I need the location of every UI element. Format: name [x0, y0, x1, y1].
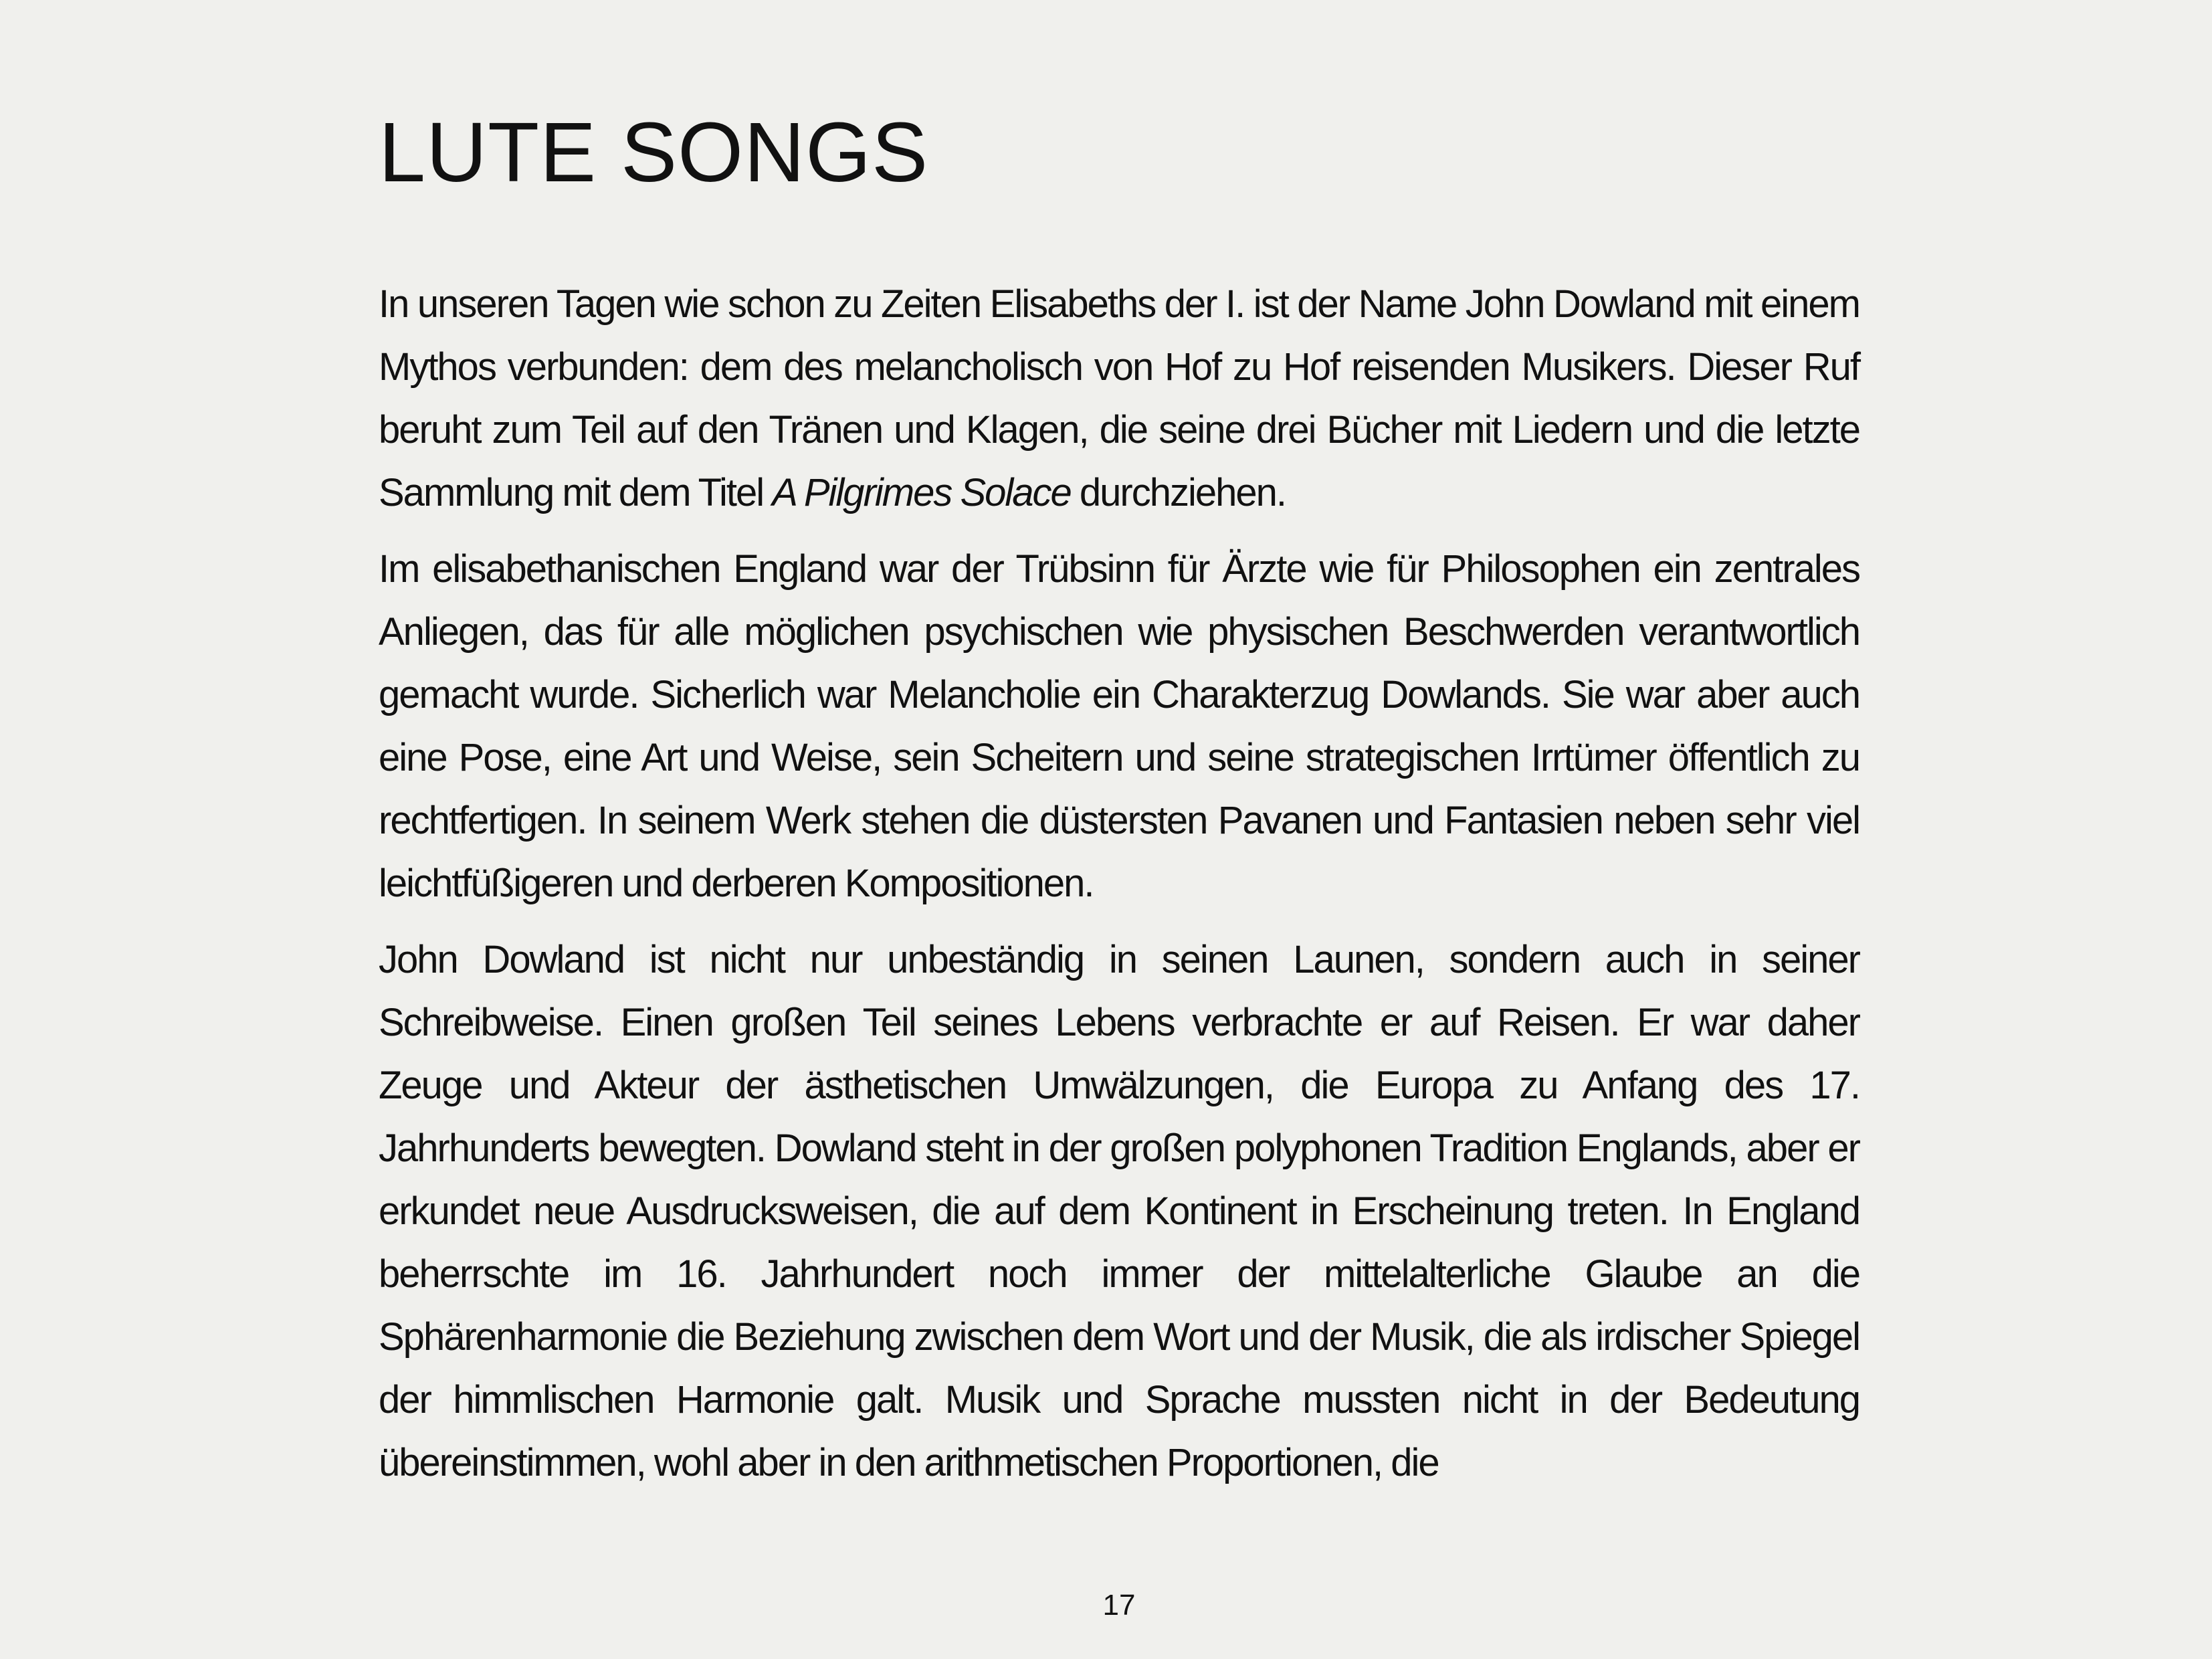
paragraph-1-text: In unseren Tagen wie schon zu Zeiten Elisabeths der I. ist der Name John Dowland mit einem Mythos verbunden: dem des melancholisch von Hof zu Hof reisenden Musikers. Dieser Ruf beruht zum Teil auf den Tränen und Klagen, die seine drei Bücher mit Liedern und die letzte Sammlung mit dem Titel	[379, 282, 1859, 514]
paragraph-1-text-end: durchziehen.	[1070, 471, 1286, 514]
paragraph-1-italic-title: A Pilgrimes Solace	[772, 471, 1071, 514]
page-number: 17	[1102, 1589, 1136, 1622]
paragraph-2: Im elisabethanischen England war der Trübsinn für Ärzte wie für Philosophen ein zentrales Anliegen, das für alle möglichen psychischen wie physischen Beschwerden verantwortlich gemacht wurde. Sicherlich war Melancholie ein Charakterzug Dowlands. Sie war aber auch eine Pose, eine Art und Weise, sein Scheitern und seine strategischen Irrtümer öffentlich zu rechtfertigen. In seinem Werk stehen die düstersten Pavanen und Fantasien neben sehr viel leichtfüßigeren und derberen Kompositionen.	[379, 547, 1859, 905]
body-text	[379, 273, 1859, 1508]
page-title: LUTE SONGS	[379, 105, 929, 199]
paragraph-1	[379, 273, 1859, 524]
paragraph-3: John Dowland ist nicht nur unbeständig in seinen Launen, sondern auch in seiner Schreibweise. Einen großen Teil seines Lebens verbrachte er auf Reisen. Er war daher Zeuge und Akteur der ästhetischen Umwälzungen, die Europa zu Anfang des 17. Jahrhunderts bewegten. Dowland steht in der großen polyphonen Tradition Englands, aber er erkundet neue Ausdrucksweisen, die auf dem Kontinent in Erscheinung treten. In England beherrschte im 16. Jahrhundert noch immer der mittelalterliche Glaube an die Sphärenharmonie die Beziehung zwischen dem Wort und der Musik, die als irdischer Spiegel der himmlischen Harmonie galt. Musik und Sprache mussten nicht in der Bedeutung übereinstimmen, wohl aber in den arithmetischen Proportionen, die	[379, 938, 1859, 1484]
